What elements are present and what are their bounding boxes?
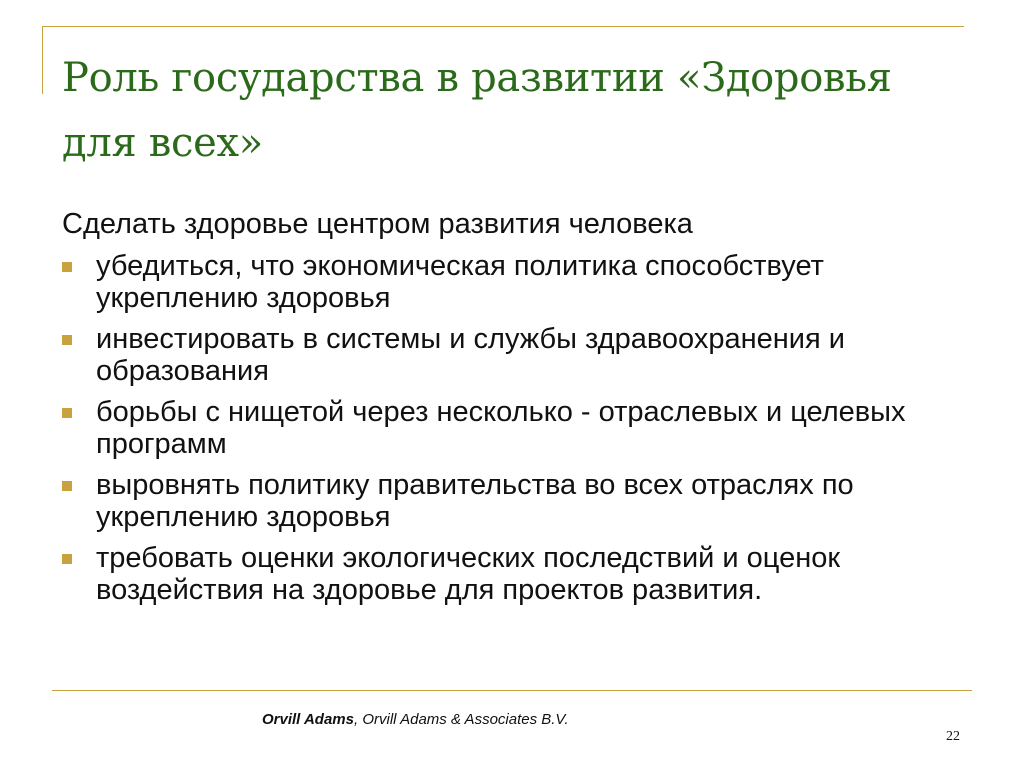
top-divider-line [42,26,964,27]
page-number: 22 [946,729,960,744]
bullet-list [62,250,962,606]
bullet-item [62,250,962,314]
bullet-item [62,469,962,533]
footer-company: , Orvill Adams & Associates B.V. [353,711,569,728]
bullet-item [62,542,962,606]
bullet-text: борьбы с нищетой через несколько - отраслевых и целевых программ [96,396,906,460]
bullet-item [62,396,962,460]
slide-content [62,206,962,615]
bullet-text: инвестировать в системы и службы здравоохранения и образования [96,323,845,387]
footer-credit [262,711,569,728]
left-accent-line [42,26,43,94]
bullet-text: требовать оценки экологических последствий и оценок воздействия на здоровье для проектов развития. [96,542,841,606]
bullet-item [62,323,962,387]
square-bullet-icon [62,554,72,564]
bullet-text: убедиться, что экономическая политика способствует укреплению здоровья [96,250,824,314]
lead-text: Сделать здоровье центром развития человека [62,208,693,240]
bottom-divider-line [52,690,972,691]
square-bullet-icon [62,335,72,345]
slide-title: Роль государства в развитии «Здоровья для всех» [62,55,892,166]
footer-author: Orvill Adams [262,711,354,728]
square-bullet-icon [62,262,72,272]
bullet-text: выровнять политику правительства во всех отраслях по укреплению здоровья [96,469,854,533]
square-bullet-icon [62,408,72,418]
square-bullet-icon [62,481,72,491]
